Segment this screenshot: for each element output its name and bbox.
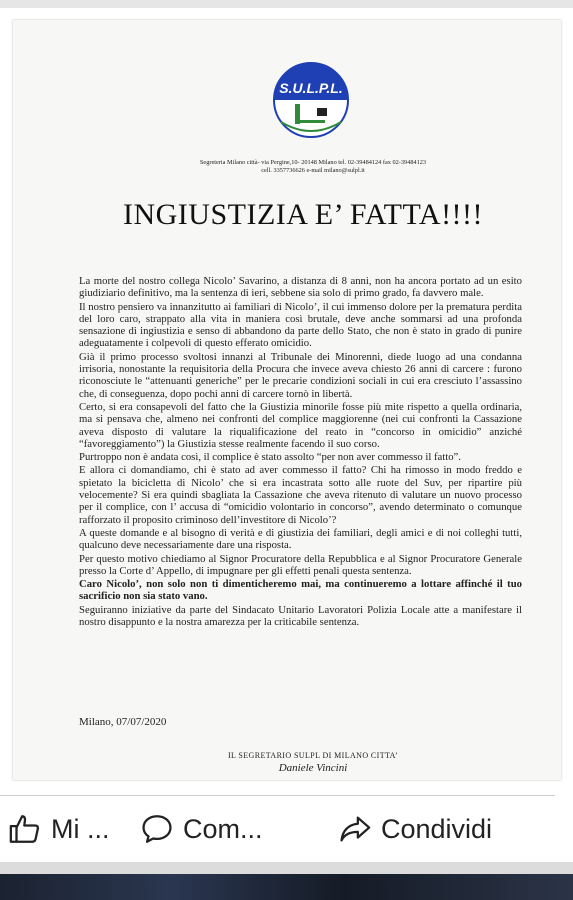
paragraph: Seguiranno iniziative da parte del Sindacato Unitario Lavoratori Polizia Locale atte a manifestare il nostro disappunto e la nostra amarezza per la criticabile sentenza. <box>79 603 522 629</box>
svg-text:S.U.L.P.L.: S.U.L.P.L. <box>279 80 343 96</box>
letterhead <box>123 159 503 175</box>
document-image[interactable] <box>13 20 561 780</box>
letterhead-contacts: cell. 3357736626 e-mail milano@sulpl.it <box>261 167 365 174</box>
document-body <box>79 275 522 629</box>
paragraph: E allora ci domandiamo, chi è stato ad aver commesso il fatto? Chi ha rimosso in modo freddo e spietato la bicicletta di Nicolo’ che si era incastrata sotto alle ruote del Suv, per ripartire più velocemente? Si era quindi sbagliata la Cassazione che aveva ritenuto di valutare un nuovo processo per il complice, con l’ accusa di “omicidio volontario in concorso”, avendo determinato o comunque rafforzato il proposito criminoso dell’investitore di Nicolo’? <box>79 464 522 526</box>
comment-icon <box>140 812 174 846</box>
signature-role: IL SEGRETARIO SULPL DI MILANO CITTA’ <box>227 751 399 760</box>
document-title: INGIUSTIZIA E’ FATTA!!!! <box>122 198 484 231</box>
letterhead-address: Segreteria Milano città- via Pergine,10- 20148 Milano tel. 02-39484124 fax 02-39484123 <box>199 159 427 166</box>
post-actions-bar <box>0 800 573 862</box>
paragraph: Per questo motivo chiediamo al Signor Procuratore della Repubblica e al Signor Procuratore Generale presso la Corte d’ Appello, di impugnare per gli effetti penali questa sentenza. <box>79 552 522 577</box>
thumbs-up-icon <box>8 812 42 846</box>
document-date: Milano, 07/07/2020 <box>79 716 167 728</box>
top-strip <box>0 0 573 8</box>
divider <box>0 795 555 796</box>
comment-button[interactable] <box>140 806 263 852</box>
paragraph: A queste domande e al bisogno di verità e di giustizia dei familiari, degli amici e di noi colleghi tutti, qualcuno deve necessariamente dare una risposta. <box>79 526 522 552</box>
comment-label: Com... <box>183 813 263 844</box>
like-button[interactable] <box>8 806 110 852</box>
signature-name: Daniele Vincini <box>278 762 348 774</box>
paragraph-bold: Caro Nicolo’, non solo non ti dimenticheremo mai, ma continueremo a lottare affinché il tuo sacrificio non sia stato vano. <box>79 578 522 603</box>
share-label: Condividi <box>381 813 493 844</box>
paragraph: Già il primo processo svoltosi innanzi al Tribunale dei Minorenni, diede luogo ad una condanna irrisoria, nonostante la requisitoria della Procura che invece aveva chiesto 26 anni di carcere : furono riconosciute le “attenuanti generiche” per le precarie condizioni sociali in cui era cresciuto l’assassino che, di conseguenza, dopo pochi anni di carcere tornò in libertà. <box>79 350 522 400</box>
sulpl-logo <box>271 60 351 140</box>
paragraph: Certo, si era consapevoli del fatto che la Giustizia minorile fosse più mite rispetto a quella ordinaria, ma si pensava che, almeno nei confronti del complice maggiorenne (nei cui confronti la Cassazione aveva disposto di valutare la riqualificazione del reato in “concorso in omicidio” anziché “favoreggiamento”) la Giustizia stesse realmente facendo il suo corso. <box>79 400 522 450</box>
paragraph: Il nostro pensiero va innanzitutto ai familiari di Nicolo’, il cui immenso dolore per la prematura perdita del loro caro, strappato alla vita in maniera così brutale, deve anche sommarsi ad una profonda sensazione di ingiustizia e senso di abbandono da parte dello Stato, che non è stato in grado di punire adeguatamente i colpevoli di questo efferato omicidio. <box>79 300 522 350</box>
paragraph: Purtroppo non è andata così, il complice è stato assolto “per non aver commesso il fatto”. <box>79 451 461 464</box>
like-label: Mi ... <box>51 813 110 844</box>
paragraph: La morte del nostro collega Nicolo’ Savarino, a distanza di 8 anni, non ha ancora portato ad un esito giudiziario definitivo, ma la sentenza di ieri, sebbene sia solo di primo grado, fa davvero male. <box>79 275 522 300</box>
share-icon <box>338 812 372 846</box>
share-button[interactable] <box>338 806 492 852</box>
next-post-image[interactable] <box>0 874 573 900</box>
